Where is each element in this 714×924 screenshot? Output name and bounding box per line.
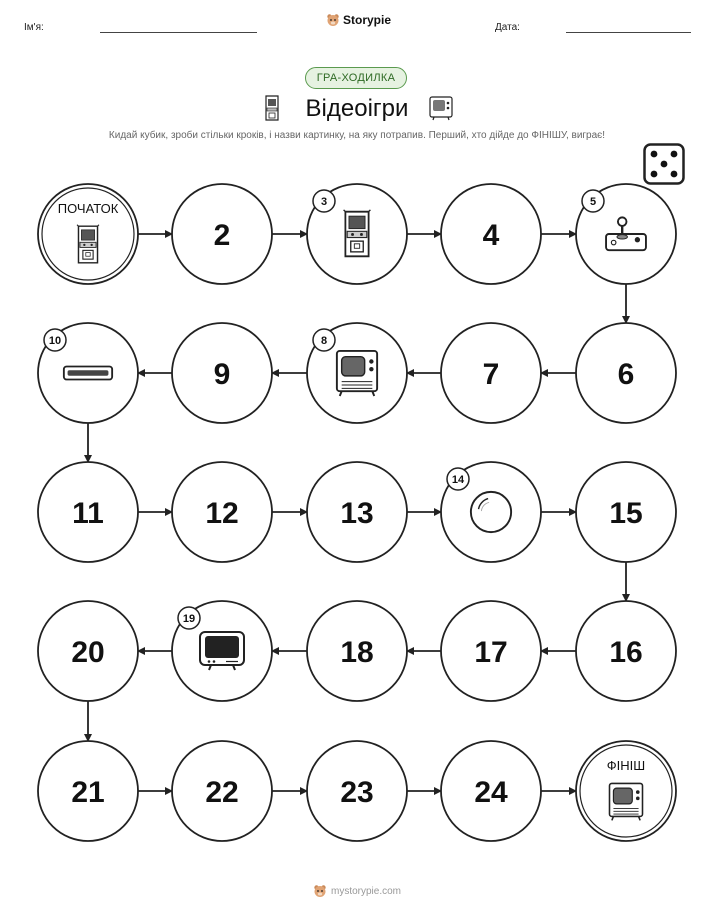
board-space-8: [307, 323, 407, 423]
board-space-2: [172, 184, 272, 284]
space-number: 6: [617, 358, 635, 391]
board-cells: [38, 184, 676, 841]
space-number: 3: [320, 196, 328, 208]
space-number: 11: [72, 497, 104, 530]
board-space-21: [38, 741, 138, 841]
board-space-4: [441, 184, 541, 284]
cartridge-icon: [64, 367, 112, 380]
board-space-3: [307, 184, 407, 284]
space-number: 4: [482, 219, 500, 252]
space-number: 12: [205, 497, 239, 530]
space-number: 8: [320, 335, 328, 347]
board-space-25: [576, 741, 676, 841]
board-space-1: [38, 184, 138, 284]
board-space-14: [441, 462, 541, 562]
space-number: 10: [48, 335, 62, 347]
space-number: 22: [205, 776, 239, 809]
board-space-6: [576, 323, 676, 423]
date-label: Дата:: [495, 22, 520, 33]
retro-tv-icon: [609, 783, 642, 820]
crt-monitor-icon: [200, 632, 244, 670]
arcade-cabinet-icon: [77, 225, 99, 263]
space-number: 13: [340, 497, 374, 530]
board-space-13: [307, 462, 407, 562]
board-space-24: [441, 741, 541, 841]
board-space-9: [172, 323, 272, 423]
board-space-12: [172, 462, 272, 562]
space-number: 14: [451, 474, 465, 486]
board-space-18: [307, 601, 407, 701]
board-space-10: [38, 323, 138, 423]
space-number: 5: [589, 196, 597, 208]
board-space-16: [576, 601, 676, 701]
board-space-11: [38, 462, 138, 562]
board-space-5: [576, 184, 676, 284]
page-title: Відеоігри: [305, 95, 409, 122]
game-type-tag: ГРА-ХОДИЛКА: [305, 67, 407, 89]
space-number: 2: [213, 219, 231, 252]
space-number: 19: [182, 613, 196, 625]
space-number: 16: [609, 636, 643, 669]
arcade-cabinet-icon: [344, 210, 371, 256]
board-space-19: [172, 601, 272, 701]
space-number: 21: [71, 776, 105, 809]
board-space-23: [307, 741, 407, 841]
space-number: 24: [474, 776, 508, 809]
retro-tv-icon: [337, 351, 377, 396]
board-space-17: [441, 601, 541, 701]
name-label: Ім'я:: [24, 22, 44, 33]
space-number: 20: [71, 636, 105, 669]
footer-url: mystorypie.com: [330, 885, 401, 897]
start-label: ПОЧАТОК: [57, 201, 119, 216]
board-space-7: [441, 323, 541, 423]
board-space-15: [576, 462, 676, 562]
board-space-20: [38, 601, 138, 701]
space-number: 7: [482, 358, 500, 391]
space-number: 17: [474, 636, 508, 669]
footer: [0, 884, 714, 898]
space-number: 18: [340, 636, 374, 669]
bear-icon: [313, 884, 327, 898]
brand-name: Storypie: [343, 13, 392, 27]
space-number: 9: [213, 358, 231, 391]
board-space-22: [172, 741, 272, 841]
finish-label: ФІНІШ: [606, 758, 646, 773]
space-number: 23: [340, 776, 374, 809]
space-number: 15: [609, 497, 643, 530]
instructions: Кидай кубик, зроби стільки кроків, і назви картинку, на яку потрапив. Перший, хто дійде до ФІНІШУ, виграє!: [108, 130, 606, 141]
orb-icon: [471, 492, 511, 532]
